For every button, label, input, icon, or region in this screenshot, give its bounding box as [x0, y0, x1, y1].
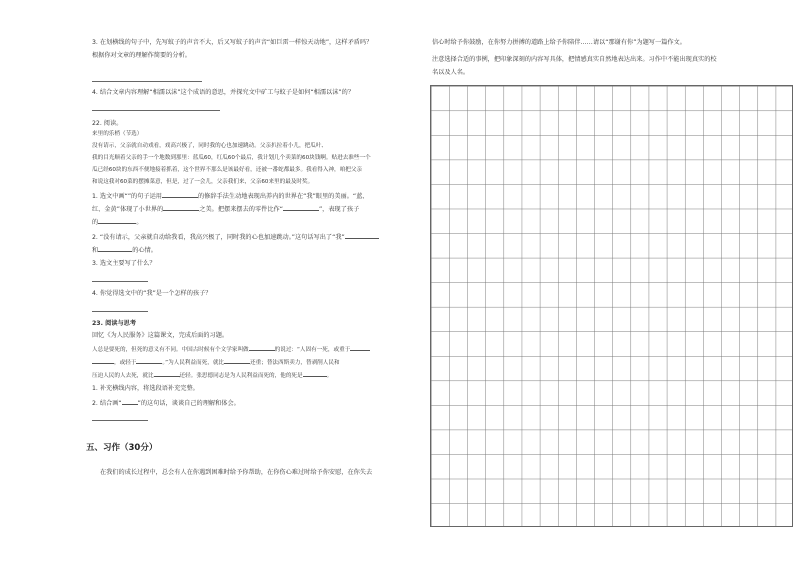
passage-line: 和说这我对60菜的摆摊菜意，但是，过了一会儿，父亲我们来，父亲60来里的最及时奖。 [92, 179, 314, 185]
q2-line2 [92, 245, 157, 255]
passage-part: 。”为人民利益而死，就比 [162, 360, 225, 366]
section-22-title: 22. 阅读。 [92, 120, 123, 127]
passage-part: 的说过：“人固有一死，或重于 [274, 347, 351, 353]
q2-line1 [92, 232, 379, 242]
section-23-title: 23. 阅读与思考 [92, 320, 137, 327]
q1-part: 的 [92, 219, 99, 226]
fill-blank[interactable] [162, 191, 198, 198]
answer-line [92, 110, 220, 111]
answer-line [92, 81, 202, 82]
writing-grid[interactable] [430, 85, 793, 527]
fill-blank[interactable] [249, 344, 275, 351]
q4b-text: 4. 你觉得选文中的“我”是一个怎样的孩子？ [92, 290, 212, 297]
q-part: ”的这句话，谈谈自己的理解和体会。 [137, 400, 240, 407]
answer-line [92, 281, 148, 282]
passage-part: 还重；替法西斯卖力，替剥削人民和 [250, 360, 340, 366]
fill-blank[interactable] [136, 357, 162, 364]
q1-part: ”，表现了孩子 [318, 206, 360, 213]
q4-text: 4. 结合文章内容理解“相濡以沫”这个成语的意思，并探究文中矿工与蚊子是如何“相濡以沫”的？ [92, 89, 355, 96]
fill-blank[interactable] [163, 204, 199, 211]
passage-line [92, 370, 332, 381]
passage-part: 还轻。张思德同志是为人民利益而死的，他的死是 [179, 373, 303, 379]
fill-blank[interactable] [122, 398, 138, 405]
q2-part: 的心情。 [132, 247, 157, 254]
section-5-prompt-line: 在我们的成长过程中，总会有人在你遇到困难时给予你帮助，在你伤心难过时给予你安慰，在你失去 [100, 469, 373, 476]
passage-line [92, 357, 340, 368]
fill-blank[interactable] [303, 370, 327, 377]
answer-line [92, 420, 148, 421]
fill-blank[interactable] [283, 204, 319, 211]
q1-part: 。 [136, 219, 143, 226]
passage-line: 我的目光顺着父亲的手一个地数到那里：蓝瓜60，红瓜60个最后，我计划几个卖菜的60块钱啊。贴进去准些一个 [92, 155, 371, 161]
fill-blank[interactable] [154, 370, 180, 377]
passage-title: 来里的乐梢（节选） [92, 131, 143, 137]
answer-line [92, 311, 148, 312]
passage-part: 人总是要死的，但死的意义有不同。中国古时候有个文学家叫做 [92, 347, 249, 353]
q2-part: 2. “没有请示，父亲就自动给我看，我高兴极了，同时我的心也加速跳动。”这句话写出了“我” [92, 234, 345, 241]
q3b-text: 3. 选文主要写了什么？ [92, 260, 156, 267]
q1-line1 [92, 191, 368, 201]
q1-part: 红、金黄”体现了小世界的 [92, 206, 164, 213]
section-5-title: 五、习作（30分） [86, 443, 158, 453]
fill-blank[interactable] [350, 344, 370, 351]
q1-line2 [92, 204, 359, 214]
prompt-line: 信心时给予你鼓励，在你努力拼搏的道路上给予你陪伴……请以“那谢有你”为题写一篇作文。 [432, 39, 686, 46]
s23-q2 [92, 398, 240, 408]
s23-q1: 1. 补充横线内容，将选段语补充完整。 [92, 385, 199, 392]
passage-part: ，或轻于 [114, 360, 137, 366]
q3-text-line2: 根据你对文章的理解作简要的分析。 [92, 52, 191, 59]
q3-text-line1: 3. 在划横线的句子中，先写蚊子的声音不大，后又写蚊子的声音“如巨雷一样惊天动地”，这样矛盾吗？ [92, 39, 373, 46]
q-part: 2. 结合画“ [92, 400, 122, 407]
fill-blank[interactable] [92, 357, 114, 364]
q2-part: 和 [92, 247, 99, 254]
passage-part: 压迫人民的人去死，就比 [92, 373, 154, 379]
prompt-line: 注意选择合适的事例，把印象深刻的内容写具体，把情感真实自然地表达出来。习作中不能出现真实的校 [432, 56, 717, 63]
passage-part: 。 [326, 373, 333, 379]
q1-part: 之美。把摆来摆去的零件比作“ [199, 206, 283, 213]
fill-blank[interactable] [224, 357, 250, 364]
prompt-line: 名以及人名。 [432, 69, 470, 76]
fill-blank[interactable] [98, 217, 136, 224]
passage-line: 瓜已经60块的东西不便地接着抓着，这个世界不那么是该最好看，还被一番蛇都最多。我看得入神，咱把父亲 [92, 167, 363, 173]
passage-line: 没有请示，父亲就自动戏看，戏高兴极了，同时我的心也加速跳动。父亲扒拉着小儿，把瓜叶、 [92, 143, 327, 149]
q1-line3 [92, 217, 142, 227]
section-23-intro: 回忆《为人民服务》这篇课文，完成后面的习题。 [92, 332, 229, 339]
q1-part: 的修辞手法生动地表现出养内的世界在“我”眼里的美丽。“蓝、 [197, 193, 369, 200]
q1-part: 1. 选文中画“ [92, 193, 128, 200]
fill-blank[interactable] [98, 245, 132, 252]
fill-blank[interactable] [345, 232, 379, 239]
q1-part: ”的句子运用 [127, 193, 162, 200]
passage-line [92, 344, 370, 355]
